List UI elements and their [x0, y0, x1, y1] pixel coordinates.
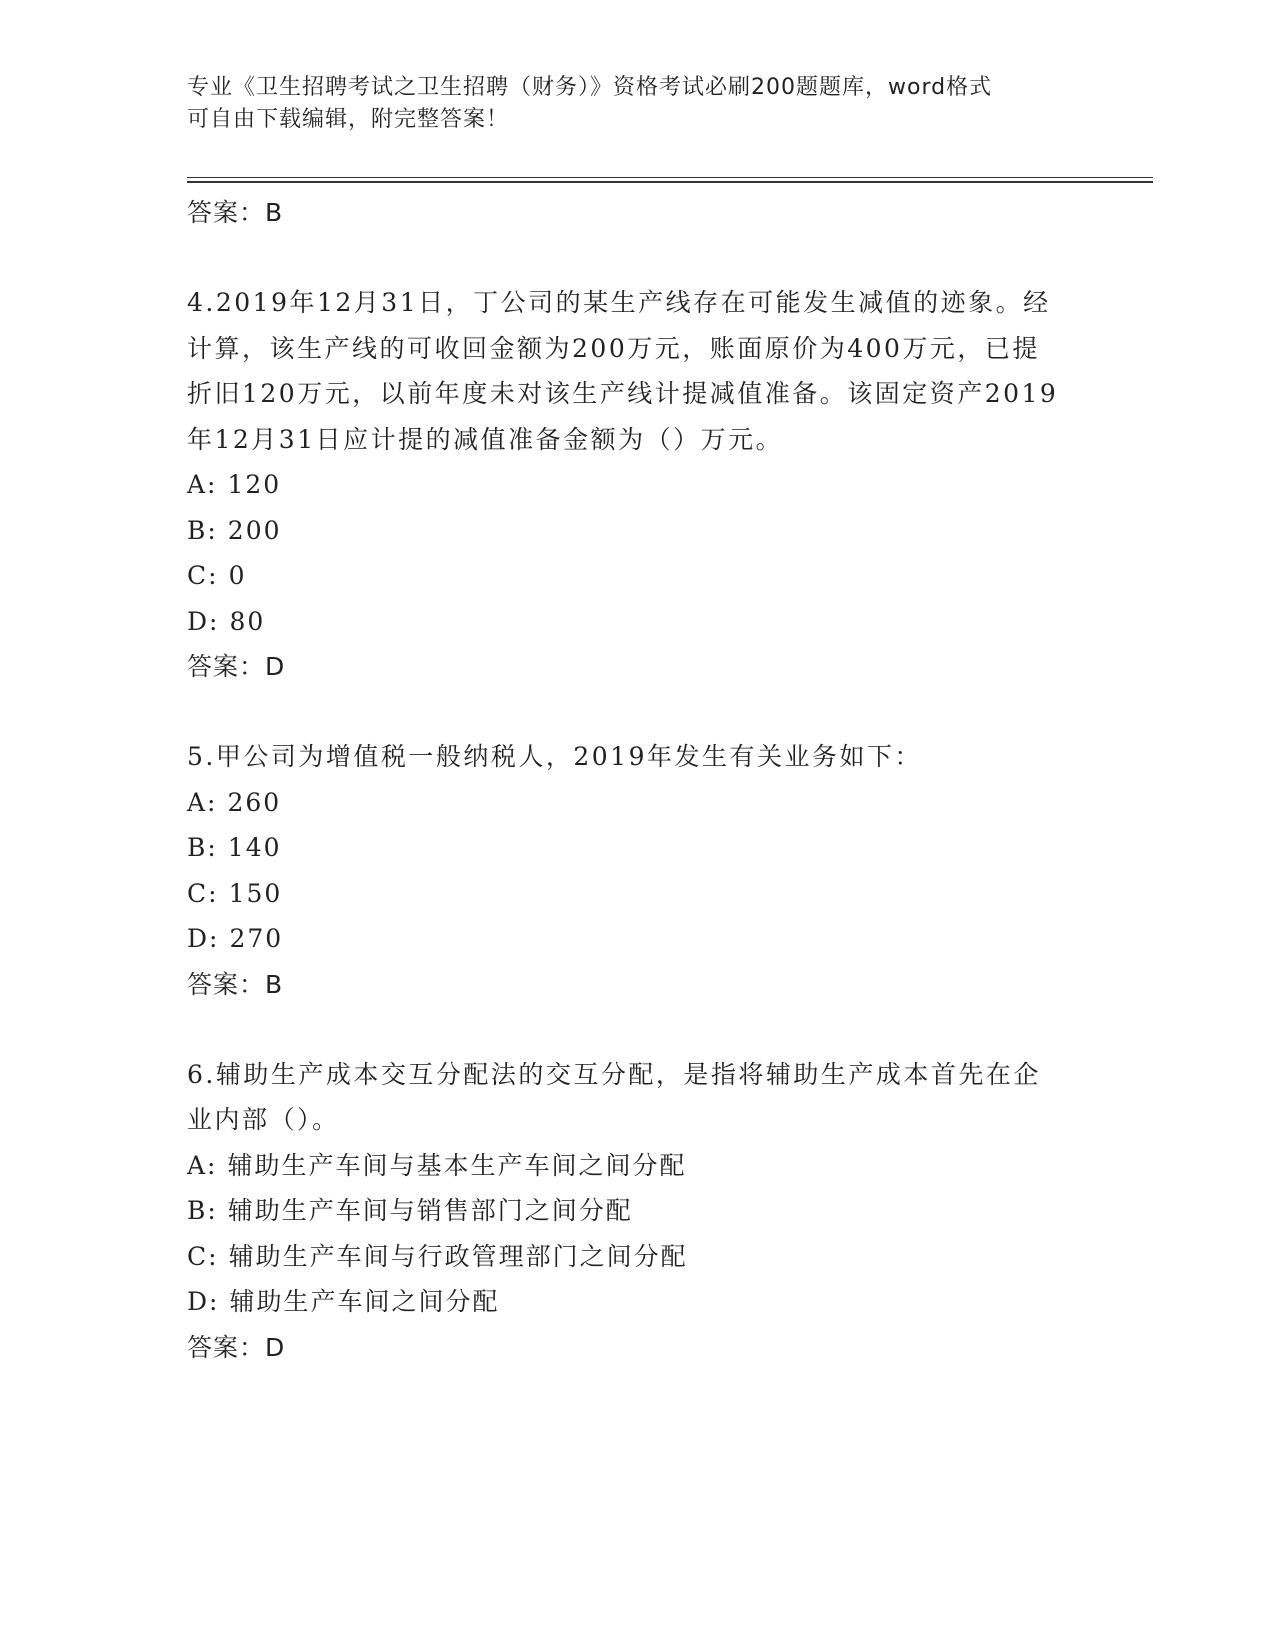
header-line-2: 可自由下载编辑，附完整答案！	[187, 107, 510, 132]
option-label: C:	[187, 878, 219, 908]
option-label: D:	[187, 924, 220, 953]
question-text: 6.辅助生产成本交互分配法的交互分配，是指将辅助生产成本首先在企业内部（）。	[187, 1059, 1041, 1134]
option-value: 辅助生产车间与销售部门之间分配	[227, 1196, 633, 1225]
spacer	[187, 236, 1067, 280]
option-label: C:	[187, 1241, 219, 1271]
option-a	[187, 1143, 1067, 1189]
spacer	[187, 690, 1067, 734]
option-label: D:	[187, 606, 220, 636]
option-c	[187, 871, 1067, 917]
option-label: A:	[187, 1150, 218, 1180]
answer-line: 答案：B	[187, 198, 284, 227]
header-rule-thick	[187, 181, 1153, 183]
option-c	[187, 553, 1067, 599]
answer-line: 答案：D	[187, 1332, 286, 1362]
header-rule-thin	[187, 177, 1153, 178]
option-value: 80	[229, 606, 266, 636]
document-header	[187, 72, 1067, 136]
option-value: 140	[227, 833, 282, 862]
option-label: B:	[187, 833, 218, 862]
option-label: A:	[187, 470, 218, 499]
option-d	[187, 599, 1067, 645]
option-label: D:	[187, 1287, 220, 1316]
option-value: 辅助生产车间之间分配	[229, 1287, 500, 1316]
question-block	[187, 734, 1067, 1008]
question-block	[187, 280, 1067, 690]
document-body	[187, 190, 1067, 1371]
header-line-1: 专业《卫生招聘考试之卫生招聘（财务）》资格考试必刷200题题库，word格式	[187, 75, 993, 100]
option-value: 0	[228, 561, 247, 590]
spacer	[187, 1008, 1067, 1052]
option-c	[187, 1234, 1067, 1280]
option-label: A:	[187, 787, 218, 817]
option-b	[187, 825, 1067, 871]
question-text: 4.2019年12月31日，丁公司的某生产线存在可能发生减值的迹象。经计算，该生产线的可收回金额为200万元，账面原价为400万元，已提折旧120万元，以前年度未对该生产线计提减值准备。该固定资产2019年12月31日应计提的减值准备金额为（）万元。	[187, 288, 1059, 454]
option-value: 150	[228, 878, 283, 908]
option-value: 200	[227, 515, 282, 545]
option-a	[187, 780, 1067, 826]
option-label: B:	[187, 515, 218, 545]
option-value: 260	[227, 787, 282, 817]
answer-line: 答案：B	[187, 969, 284, 999]
answer-line: 答案：D	[187, 652, 286, 681]
question-text: 5.甲公司为增值税一般纳税人，2019年发生有关业务如下：	[187, 742, 922, 771]
option-value: 辅助生产车间与基本生产车间之间分配	[227, 1150, 687, 1180]
option-value: 270	[229, 924, 284, 953]
option-value: 辅助生产车间与行政管理部门之间分配	[228, 1241, 688, 1271]
option-d	[187, 1279, 1067, 1325]
question-block	[187, 1052, 1067, 1371]
option-b	[187, 508, 1067, 554]
option-a	[187, 462, 1067, 508]
option-label: B:	[187, 1196, 218, 1225]
option-value: 120	[227, 470, 282, 499]
option-label: C:	[187, 561, 219, 590]
option-d	[187, 916, 1067, 962]
option-b	[187, 1188, 1067, 1234]
